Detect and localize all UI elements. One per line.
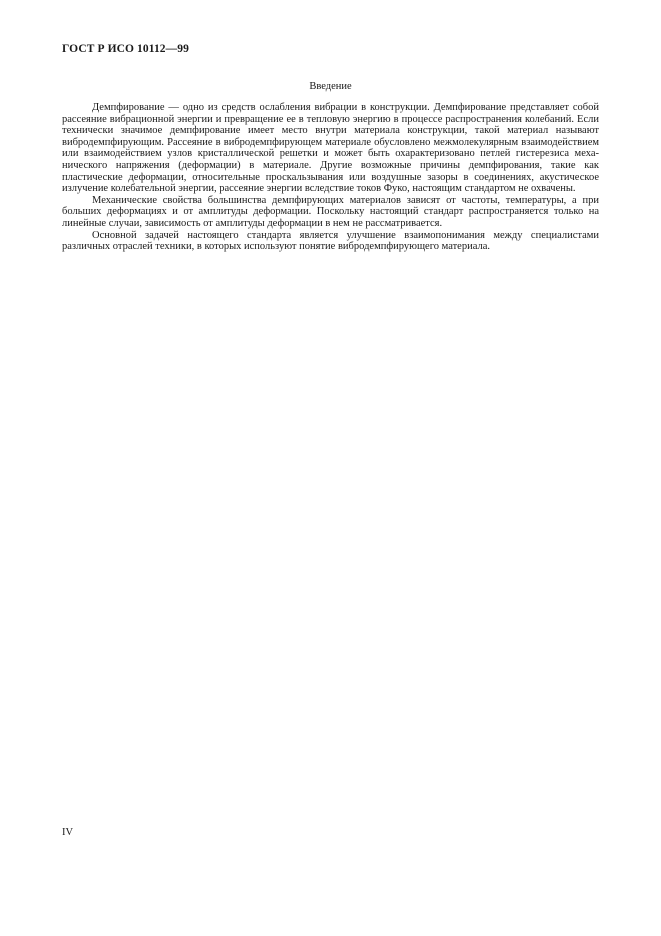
paragraph-standard-purpose: Основной задачей настоящего стандарта является улучшение взаимопонимания между специалистами различных отраслей техники, в которых используют понятие вибродемпфирующего материала. — [62, 229, 599, 253]
document-code-header: ГОСТ Р ИСО 10112—99 — [62, 43, 189, 55]
paragraph-mechanical-properties: Механические свойства большинства демпфирующих материалов зависят от частоты, температуры, а при больших деформациях и от амплитуды деформации. Поскольку настоящий стандарт распространяется только на линейные случаи, зависимость от амплитуды деформации в нем не рассматривается. — [62, 194, 599, 229]
introduction-body — [62, 102, 599, 253]
paragraph-damping-definition: Демпфирование — одно из средств ослабления вибрации в конструкции. Демпфирование представляет собой рассеяние вибрационной энергии и превращение ее в тепловую энергию в процессе распространения колебаний. Если технически значимое демпфирование имеет место внутри материала конструкции, такой материал называют вибродемпфирующим. Рассеяние в вибродемпфирующем материале обусловлено межмолекулярным взаимодействием или взаимодействием узлов кристаллической решетки и может быть охарактеризовано петлей гистерезиса механического напряжения (деформации) в материале. Другие возможные причины демпфирования, такие как пластические деформации, относительные проскальзывания или воздушные зазоры в соединениях, акустическое излучение колебательной энергии, рассеяние энергии вследствие токов Фуко, настоящим стандартом не охвачены. — [62, 102, 599, 195]
page-number: IV — [62, 827, 74, 838]
section-title: Введение — [309, 81, 352, 92]
